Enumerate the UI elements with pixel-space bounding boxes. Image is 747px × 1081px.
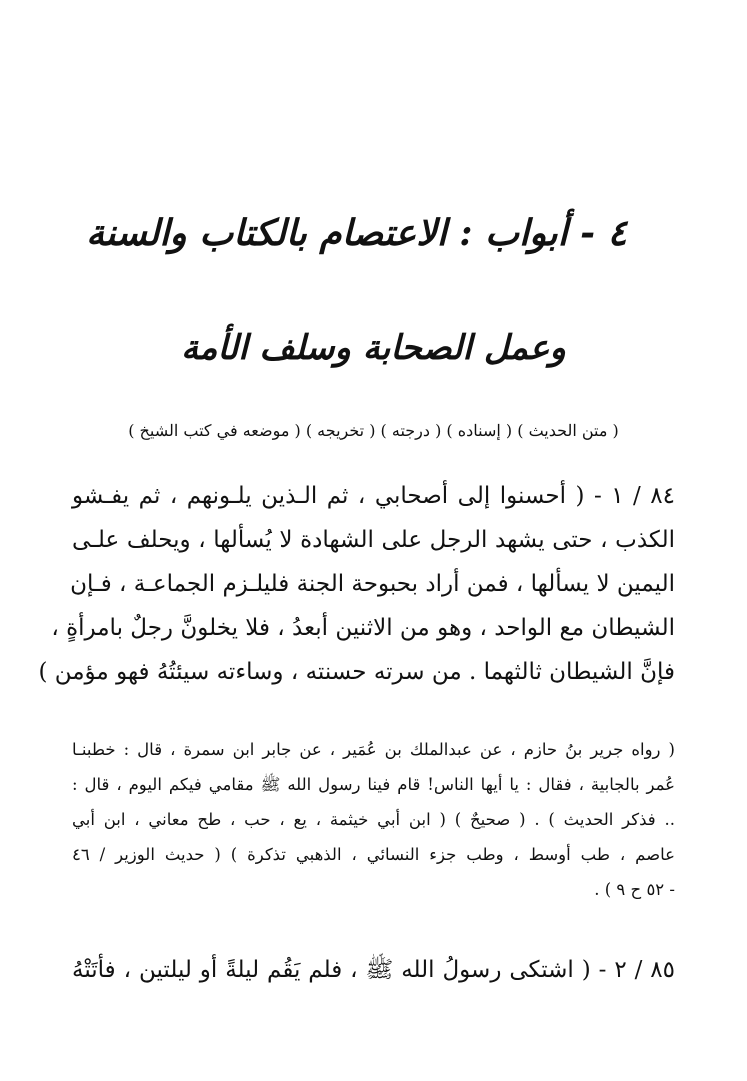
takhrij-line: ( رواه جرير بنُ حازم ، عن عبدالملك بن عُمَير ، عن جابر ابن سمرة ، قال : خطبنـا	[72, 740, 675, 759]
hadith-84-line: الشيطان مع الواحد ، وهو من الاثنين أبعدُ ، فلا يخلونَّ رجلٌ بامرأةٍ ،	[51, 615, 675, 641]
hadith-84-line: ٨٤ / ١ - ( أحسنوا إلى أصحابي ، ثم الـذين يلـونهم ، ثم يفـشو	[72, 483, 675, 509]
takhrij-line: عاصم ، طب أوسط ، وطب جزء النسائي ، الذهبي تذكرة ) ( حديث الوزير / ٤٦	[72, 845, 675, 864]
hadith-84-text	[38, 474, 675, 694]
chapter-title-line-1: ٤ - أبواب : الاعتصام بالكتاب والسنة	[86, 212, 627, 254]
hadith-84-line: الكذب ، حتى يشهد الرجل على الشهادة لا يُسألها ، ويحلف علـى	[72, 527, 675, 553]
hadith-84-takhrij	[72, 732, 675, 907]
takhrij-line: عُمر بالجابية ، فقال : يا أيها الناس! قام فينا رسول الله ﷺ مقامي فيكم اليوم ، قال :	[72, 775, 675, 794]
chapter-title-line-2: وعمل الصحابة وسلف الأمة	[181, 328, 566, 368]
hadith-84-line: اليمين لا يسألها ، فمن أراد بحبوحة الجنة فليلـزم الجماعـة ، فـإن	[70, 571, 675, 597]
hadith-85-line: ٨٥ / ٢ - ( اشتكى رسولُ الله ﷺ ، فلم يَقُم ليلةً أو ليلتين ، فأتَتْهُ	[72, 957, 675, 983]
hadith-85-text	[72, 948, 675, 992]
takhrij-line: .. فذكر الحديث ) . ( صحيحٌ ) ( ابن أبي خيثمة ، يع ، حب ، طح معاني ، ابن أبي	[72, 810, 675, 829]
takhrij-line: - ٥٢ ح ٩ ) .	[594, 880, 675, 899]
hadith-84-line: فإنَّ الشيطان ثالثهما . من سرته حسنته ، وساءته سيئتُهُ فهو مؤمن )	[38, 659, 675, 685]
column-headers: ( متن الحديث ) ( إسناده ) ( درجته ) ( تخريجه ) ( موضعه في كتب الشيخ )	[128, 421, 619, 440]
